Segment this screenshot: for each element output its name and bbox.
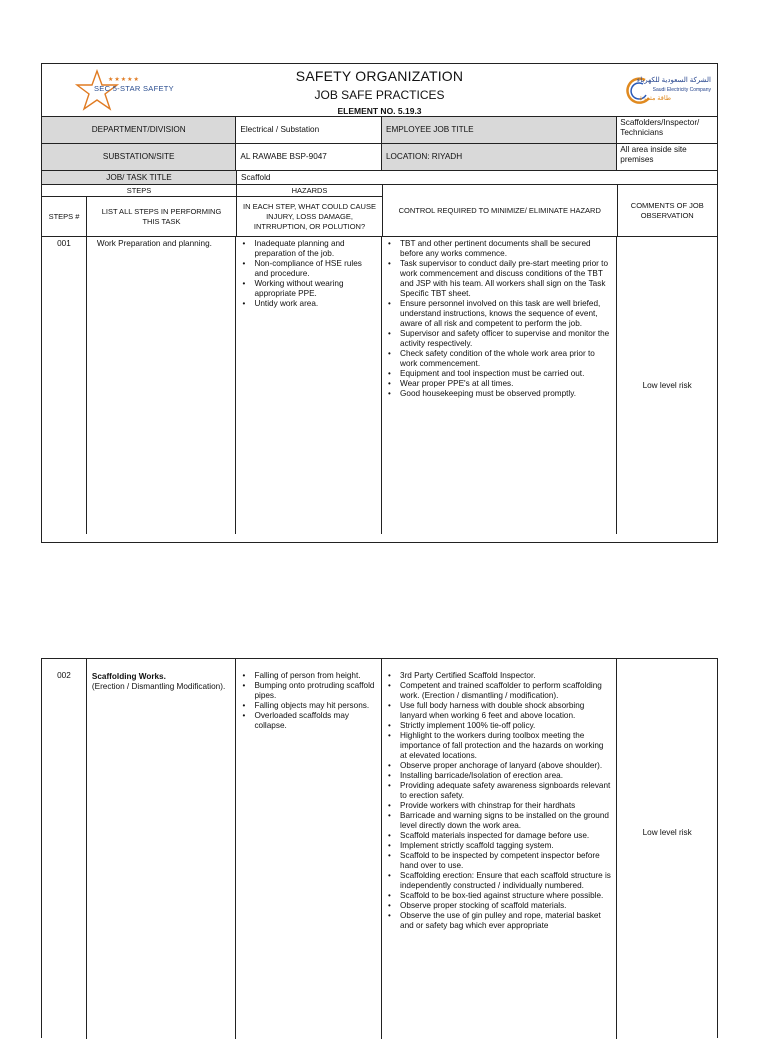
list-item: • Good housekeeping must be observed promptly.	[386, 389, 612, 399]
list-item: • Implement strictly scaffold tagging system.	[386, 841, 612, 851]
list-item: • Use full body harness with double shock absorbing lanyard when working 6 feet and above location.	[386, 701, 612, 721]
document-header	[42, 64, 717, 116]
list-item: • Barricade and warning signs to be installed on the ground level directly down the work area.	[386, 811, 612, 831]
hazard-description-header: IN EACH STEP, WHAT COULD CAUSE INJURY, LOSS DAMAGE, INTRRUPTION, OR POLUTION?	[236, 197, 382, 236]
department-value: Electrical / Substation	[235, 117, 381, 143]
hazards-header: HAZARDS	[236, 185, 382, 196]
document-subtitle: JOB SAFE PRACTICES	[314, 88, 445, 102]
step-number: 002	[57, 671, 71, 680]
list-item: • Observe proper stocking of scaffold materials.	[386, 901, 612, 911]
list-item: • Providing adequate safety awareness signboards relevant to erection safety.	[386, 781, 612, 801]
list-item: • Installing barricade/Isolation of erection area.	[386, 771, 612, 781]
logo-arabic-name: الشركة السعودية للكهرباء	[636, 77, 711, 84]
step-title: Scaffolding Works.	[91, 672, 166, 681]
step-number: 001	[57, 239, 71, 248]
list-item: • Bumping onto protruding scaffold pipes.	[240, 681, 377, 701]
list-item: • Check safety condition of the whole work area prior to work commencement.	[386, 349, 612, 369]
site-row	[42, 143, 717, 170]
steps-header: STEPS	[126, 186, 152, 195]
job-observation-comment: Low level risk	[616, 237, 717, 534]
job-observation-comment: Low level risk	[616, 659, 717, 1039]
logo-arabic-slogan: طاقة مثمرة	[639, 95, 671, 102]
list-item: • Inadequate planning and preparation of the job.	[240, 239, 377, 259]
list-item: • Scaffold to be box-tied against structure where possible.	[386, 891, 612, 901]
location-label: LOCATION: RIYADH	[381, 144, 616, 170]
employee-title-label: EMPLOYEE JOB TITLE	[381, 117, 616, 143]
list-item: • Highlight to the workers during toolbox meeting the importance of fall protection and the hazards on working at elevated locations.	[386, 731, 612, 761]
logo-stars: ★★★★★	[108, 77, 140, 83]
department-row	[42, 116, 717, 143]
step-description: Work Preparation and planning.	[86, 237, 236, 534]
list-item: • Scaffold to be inspected by competent inspector before hand over to use.	[386, 851, 612, 871]
list-item: • TBT and other pertinent documents shall be secured before any works commence.	[386, 239, 612, 259]
list-item: • Wear proper PPE's at all times.	[386, 379, 612, 389]
list-item: • Falling objects may hit persons.	[240, 701, 377, 711]
list-item: • Observe the use of gin pulley and rope, material basket and or safety bag which ever appropriate	[386, 911, 612, 931]
list-item: • Provide workers with chinstrap for their hardhats	[386, 801, 612, 811]
site-value: AL RAWABE BSP-9047	[235, 144, 381, 170]
steps-number-header: STEPS #	[48, 211, 80, 221]
control-header: CONTROL REQUIRED TO MINIMIZE/ ELIMINATE HAZARD	[382, 184, 617, 236]
hazard-list	[235, 237, 381, 534]
logo-text: SEC 5-STAR SAFETY	[94, 84, 174, 93]
jsp-table-page1	[41, 63, 718, 543]
employee-title-value: Scaffolders/Inspector/ Technicians	[616, 117, 717, 143]
task-title-label: JOB/ TASK TITLE	[42, 171, 236, 184]
list-steps-header: LIST ALL STEPS IN PERFORMING THIS TASK	[86, 197, 236, 236]
logo-english-name: Saudi Electricity Company	[652, 87, 711, 93]
control-list	[381, 659, 616, 1039]
list-item: • Ensure personnel involved on this task are well briefed, understand instructions, knows the sequence of event, aware of all risk and competent to perform the job.	[386, 299, 612, 329]
step-description	[86, 659, 236, 1039]
document-title: SAFETY ORGANIZATION	[295, 68, 464, 84]
list-item: • Working without wearing appropriate PPE.	[240, 279, 377, 299]
column-header-block	[42, 170, 717, 236]
list-item: • Overloaded scaffolds may collapse.	[240, 711, 377, 731]
list-item: • 3rd Party Certified Scaffold Inspector.	[386, 671, 612, 681]
saudi-electricity-logo	[623, 74, 715, 108]
step-detail: (Erection / Dismantling Modification).	[91, 682, 226, 691]
list-item: • Untidy work area.	[240, 299, 377, 309]
list-item: • Equipment and tool inspection must be carried out.	[386, 369, 612, 379]
department-label: DEPARTMENT/DIVISION	[42, 117, 235, 143]
location-value: All area inside site premises	[616, 144, 717, 170]
element-number: ELEMENT NO. 5.19.3	[337, 106, 422, 116]
list-item: • Strictly implement 100% tie-off policy.	[386, 721, 612, 731]
hazard-list	[235, 659, 381, 1039]
list-item: • Competent and trained scaffolder to perform scaffolding work. (Erection / dismantling / modification).	[386, 681, 612, 701]
list-item: • Task supervisor to conduct daily pre-start meeting prior to work commencement and discuss conditions of the TBT and JSP with his team. All workers shall sign on the Task Specific TBT sheet.	[386, 259, 612, 299]
list-item: • Scaffold materials inspected for damage before use.	[386, 831, 612, 841]
table-row	[42, 659, 717, 1039]
site-label: SUBSTATION/SITE	[42, 144, 235, 170]
table-row	[42, 236, 717, 534]
comments-header: COMMENTS OF JOB OBSERVATION	[617, 184, 717, 236]
list-item: • Falling of person from height.	[240, 671, 377, 681]
task-title-value: Scaffold	[236, 171, 382, 184]
list-item: • Non-compliance of HSE rules and procedure.	[240, 259, 377, 279]
control-list	[381, 237, 616, 534]
list-item: • Observe proper anchorage of lanyard (above shoulder).	[386, 761, 612, 771]
jsp-table-page2	[41, 658, 718, 1038]
list-item: • Supervisor and safety officer to supervise and monitor the activity respectively.	[386, 329, 612, 349]
list-item: • Scaffolding erection: Ensure that each scaffold structure is independently constructed / individually numbered.	[386, 871, 612, 891]
